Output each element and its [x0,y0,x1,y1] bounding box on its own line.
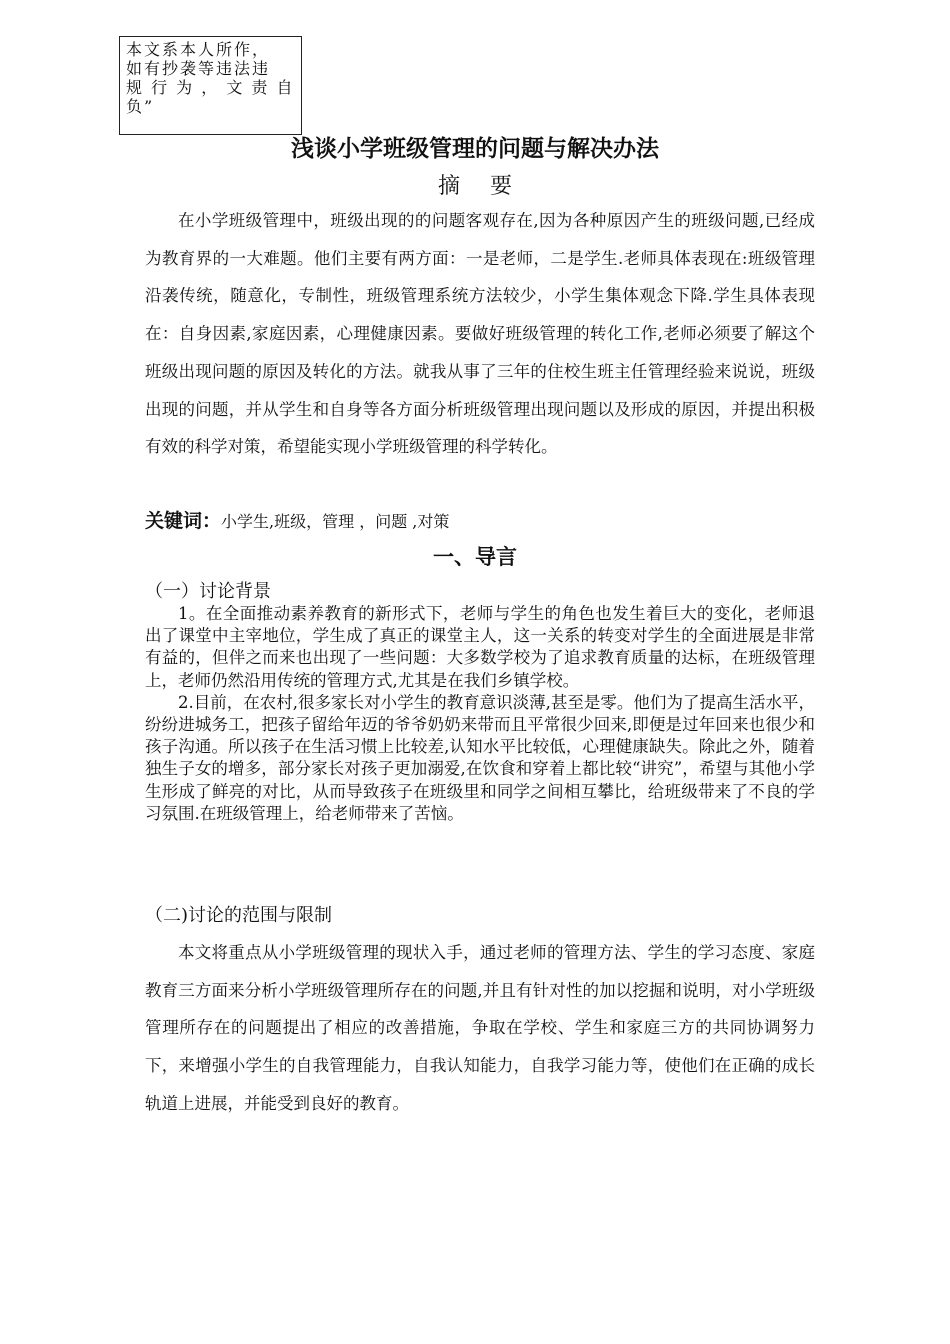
disclaimer-line: 本文系本人所作， [126,40,271,59]
disclaimer-box [119,36,302,135]
background-paragraph-2: 2.目前，在农村,很多家长对小学生的教育意识淡薄,甚至是零。他们为了提高生活水平，纷纷进城务工，把孩子留给年迈的爷爷奶奶来带而且平常很少回来,即便是过年回来也很少和孩子沟通。所以孩子在生活习惯上比较差,认知水平比较低，心理健康缺失。除此之外，随着独生子女的增多，部分家长对孩子更加溺爱,在饮食和穿着上都比较“讲究”，希望与其他小学生形成了鲜亮的对比，从而导致孩子在班级里和同学之间相互攀比，给班级带来了不良的学习氛围.在班级管理上，给老师带来了苦恼。 [145,692,815,823]
subsection-heading-background: （一）讨论背景 [145,581,271,602]
abstract-paragraph: 在小学班级管理中，班级出现的的问题客观存在,因为各种原因产生的班级问题,已经成为教育界的一大难题。他们主要有两方面：一是老师，二是学生.老师具体表现在:班级管理沿袭传统，随意化，专制性，班级管理系统方法较少，小学生集体观念下降.学生具体表现在：自身因素,家庭因素，心理健康因素。要做好班级管理的转化工作,老师必须要了解这个班级出现问题的原因及转化的方法。就我从事了三年的住校生班主任管理经验来说说，班级出现的问题，并从学生和自身等各方面分析班级管理出现问题以及形成的原因，并提出积极有效的科学对策，希望能实现小学班级管理的科学转化。 [145,211,815,457]
subsection-heading-scope: （二)讨论的范围与限制 [145,905,333,926]
disclaimer-line: 如有抄袭等违法违 [126,59,271,78]
scope-paragraph: 本文将重点从小学班级管理的现状入手，通过老师的管理方法、学生的学习态度、家庭教育三方面来分析小学班级管理所存在的问题,并且有针对性的加以挖掘和说明，对小学班级管理所存在的问题提出了相应的改善措施，争取在学校、学生和家庭三方的共同协调努力下，来增强小学生的自我管理能力，自我认知能力，自我学习能力等，使他们在正确的成长轨道上进展，并能受到良好的教育。 [145,943,815,1113]
keywords-text: 小学生,班级，管理 ，问题 ,对策 [221,512,450,531]
scope-block [145,934,815,1123]
disclaimer-line: 负” [126,97,155,116]
keywords-line [145,506,449,537]
keywords-label: 关键词： [145,510,222,532]
document-title: 浅谈小学班级管理的问题与解决办法 [291,136,659,162]
abstract-heading: 摘要 [437,174,542,199]
section-heading-introduction: 一、导言 [433,545,517,569]
background-paragraph-1: 1。在全面推动素养教育的新形式下，老师与学生的角色也发生着巨大的变化，老师退出了课堂中主宰地位，学生成了真正的课堂主人，这一关系的转变对学生的全面进展是非常有益的，但伴之而来也出现了一些问题：大多数学校为了追求教育质量的达标，在班级管理上，老师仍然沿用传统的管理方式,尤其是在我们乡镇学校。 [145,604,815,690]
disclaimer-line: 规 行 为 ， 文 责 自 [126,78,295,97]
abstract-block [145,202,815,466]
background-block [145,603,815,825]
